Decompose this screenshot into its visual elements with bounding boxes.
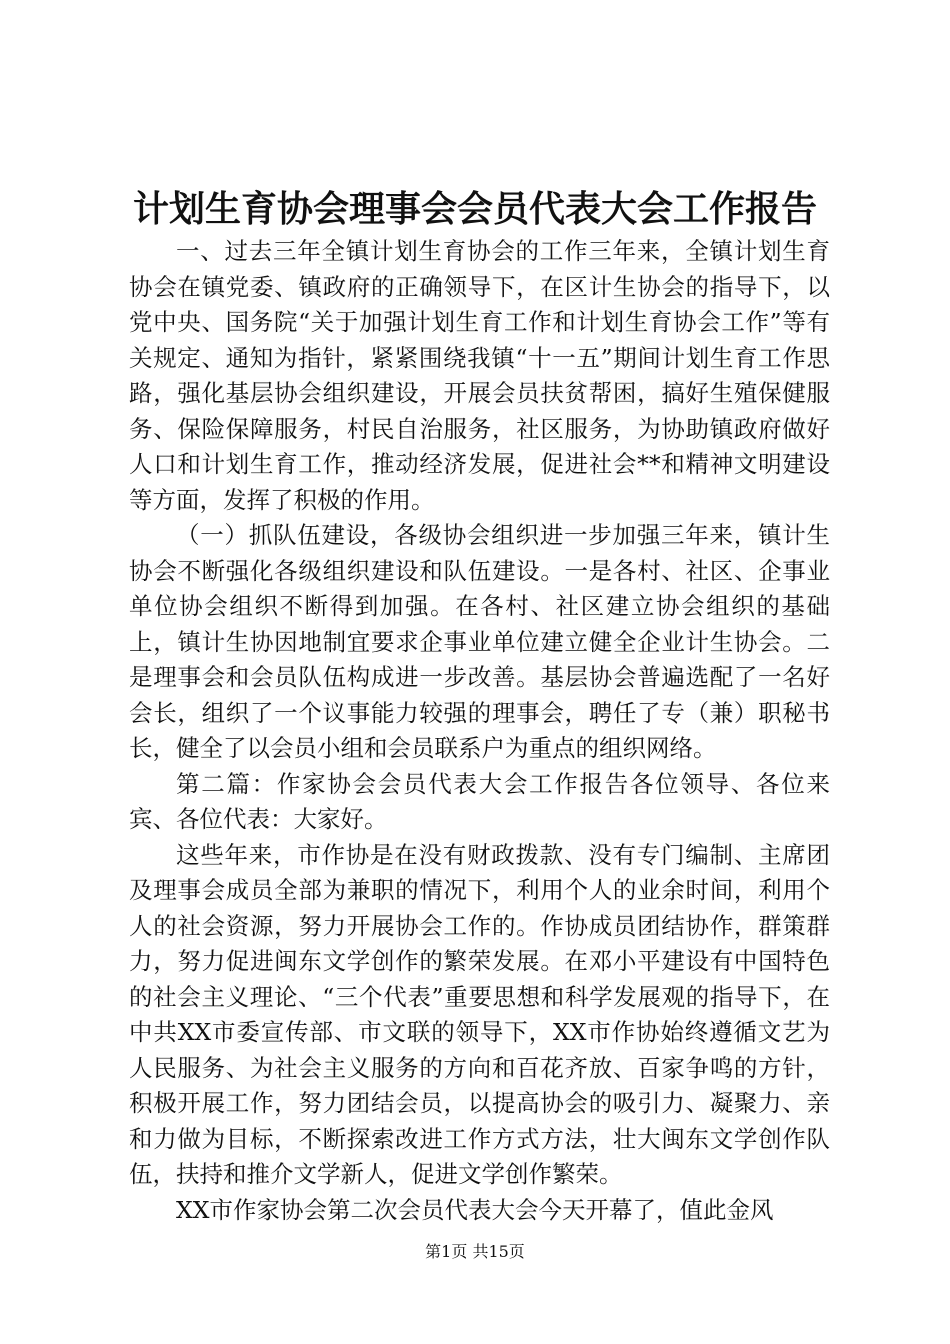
paragraph-1: 一、过去三年全镇计划生育协会的工作三年来，全镇计划生育协会在镇党委、镇政府的正确领导下，在区计生协会的指导下，以党中央、国务院“关于加强计划生育工作和计划生育协会工作”等有关规定、通知为指针，紧紧围绕我镇“十一五”期间计划生育工作思路，强化基层协会组织建设，开展会员扶贫帮困，搞好生殖保健服务、保险保障服务，村民自治服务，社区服务，为协助镇政府做好人口和计划生育工作，推动经济发展，促进社会**和精神文明建设等方面，发挥了积极的作用。 (129, 237, 830, 514)
paragraph-4: 这些年来，市作协是在没有财政拨款、没有专门编制、主席团及理事会成员全部为兼职的情况下，利用个人的业余时间，利用个人的社会资源，努力开展协会工作的。作协成员团结协作，群策群力，努力促进闽东文学创作的繁荣发展。在邓小平建设有中国特色的社会主义理论、“三个代表”重要思想和科学发展观的指导下，在中共XX市委宣传部、市文联的领导下，XX市作协始终遵循文艺为人民服务、为社会主义服务的方向和百花齐放、百家争鸣的方针，积极开展工作，努力团结会员，以提高协会的吸引力、凝聚力、亲和力做为目标，不断探索改进工作方式方法，壮大闽东文学创作队伍，扶持和推介文学新人，促进文学创作繁荣。 (129, 840, 830, 1188)
document-body (129, 234, 830, 1228)
document-title: 计划生育协会理事会会员代表大会工作报告 (132, 188, 817, 230)
paragraph-5: XX市作家协会第二次会员代表大会今天开幕了，值此金风 (176, 1195, 774, 1224)
paragraph-2: （一）抓队伍建设，各级协会组织进一步加强三年来，镇计生协会不断强化各级组织建设和队伍建设。一是各村、社区、企事业单位协会组织不断得到加强。在各村、社区建立协会组织的基础上，镇计生协因地制宜要求企事业单位建立健全企业计生协会。二是理事会和会员队伍构成进一步改善。基层协会普遍选配了一名好会长，组织了一个议事能力较强的理事会，聘任了专（兼）职秘书长，健全了以会员小组和会员联系户为重点的组织网络。 (129, 521, 830, 762)
page-footer: 第1页 共15页 (425, 1242, 525, 1261)
paragraph-3: 第二篇：作家协会会员代表大会工作报告各位领导、各位来宾、各位代表：大家好。 (129, 769, 830, 833)
